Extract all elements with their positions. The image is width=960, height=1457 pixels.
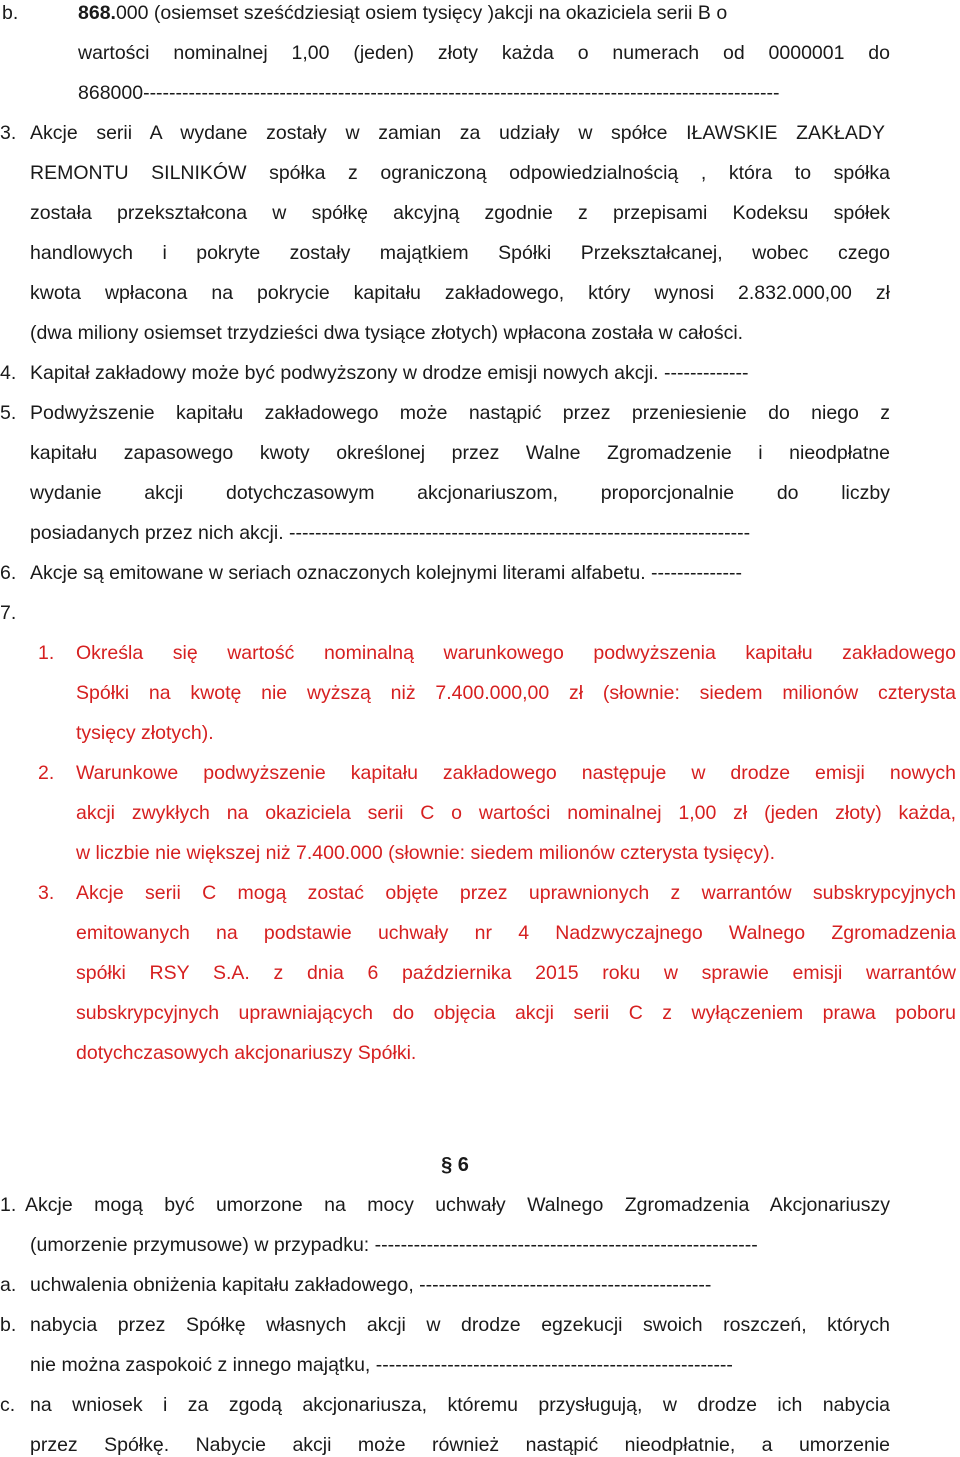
list-marker-4: 4. (0, 362, 17, 384)
item-7-3-line-1: Akcje serii C mogą zostać objęte przez uprawnionych z warrantów subskrypcyjnych (76, 882, 956, 904)
list-marker-3: 3. (0, 122, 17, 144)
item-7-1-line-3: tysięcy złotych). (76, 722, 214, 744)
item-4-text: Kapitał zakładowy może być podwyższony w drodze emisji nowych akcji. ------------- (30, 362, 749, 384)
item-7-1-line-2: Spółki na kwotę nie wyższą niż 7.400.000,00 zł (słownie: siedem milionów czterysta (76, 682, 956, 704)
section-6-b-line-1: nabycia przez Spółkę własnych akcji w drodze egzekucji swoich roszczeń, których (30, 1314, 890, 1336)
item-7-1-line-1: Określa się wartość nominalną warunkowego podwyższenia kapitału zakładowego (76, 642, 956, 664)
list-marker-7: 7. (0, 602, 17, 624)
item-3-line-3: została przekształcona w spółkę akcyjną zgodnie z przepisami Kodeksu spółek (30, 202, 890, 224)
item-7-2-line-3: w liczbie nie większej niż 7.400.000 (słownie: siedem milionów czterysta tysięcy). (76, 842, 776, 864)
sub-marker-7-3: 3. (38, 882, 55, 904)
paragraph-b-line-1-rest: 000 (osiemset sześćdziesiąt osiem tysięcy )akcji na okaziciela serii B o (115, 2, 728, 24)
list-marker-5: 5. (0, 402, 17, 424)
item-3-line-4: handlowych i pokryte zostały majątkiem Spółki Przekształcanej, wobec czego (30, 242, 890, 264)
item-7-3-line-5: dotychczasowych akcjonariuszy Spółki. (76, 1042, 417, 1064)
paragraph-b-line-2: wartości nominalnej 1,00 (jeden) złoty każda o numerach od 0000001 do (78, 42, 890, 64)
paragraph-b-line-1 (78, 1, 890, 25)
section-6-p1-line-1: Akcje mogą być umorzone na mocy uchwały Walnego Zgromadzenia Akcjonariuszy (25, 1194, 890, 1216)
paragraph-b-line-3: 868000-------------------------------------------------------------------------------------------------- (78, 82, 780, 104)
list-marker-s6-1: 1. (0, 1194, 17, 1216)
item-3-line-1: Akcje serii A wydane zostały w zamian za udziały w spółce IŁAWSKIE ZAKŁADY (30, 122, 885, 144)
item-5-line-1: Podwyższenie kapitału zakładowego może nastąpić przez przeniesienie do niego z (30, 402, 890, 424)
sub-marker-7-1: 1. (38, 642, 55, 664)
item-7-3-line-4: subskrypcyjnych uprawniających do objęcia akcji serii C z wyłączeniem prawa poboru (76, 1002, 956, 1024)
item-7-3-line-3: spółki RSY S.A. z dnia 6 października 2015 roku w sprawie emisji warrantów (76, 962, 956, 984)
item-5-line-2: kapitału zapasowego kwoty określonej przez Walne Zgromadzenie i nieodpłatne (30, 442, 890, 464)
section-6-a-text: uchwalenia obniżenia kapitału zakładowego, --------------------------------------------- (30, 1274, 712, 1296)
item-3-line-2: REMONTU SILNIKÓW spółka z ograniczoną odpowiedzialnością , która to spółka (30, 162, 890, 184)
section-6-c-line-2: przez Spółkę. Nabycie akcji może również nastąpić nieodpłatnie, a umorzenie (30, 1434, 890, 1456)
item-3-line-6: (dwa miliony osiemset trzydzieści dwa tysiące złotych) wpłacona została w całości. (30, 322, 744, 344)
list-marker-s6-b: b. (0, 1314, 17, 1336)
list-marker-b: b. (2, 2, 19, 24)
item-6-text: Akcje są emitowane w seriach oznaczonych kolejnymi literami alfabetu. -------------- (30, 562, 742, 584)
section-heading: § 6 (441, 1154, 469, 1176)
list-marker-s6-a: a. (0, 1274, 17, 1296)
item-5-line-4: posiadanych przez nich akcji. ----------------------------------------------------------------------- (30, 522, 751, 544)
sub-marker-7-2: 2. (38, 762, 55, 784)
list-marker-6: 6. (0, 562, 17, 584)
share-count-bold: 868. (78, 2, 116, 24)
section-6-c-line-1: na wniosek i za zgodą akcjonariusza, któremu przysługują, w drodze ich nabycia (30, 1394, 890, 1416)
item-7-2-line-1: Warunkowe podwyższenie kapitału zakładowego następuje w drodze emisji nowych (76, 762, 956, 784)
item-7-3-line-2: emitowanych na podstawie uchwały nr 4 Nadzwyczajnego Walnego Zgromadzenia (76, 922, 956, 944)
section-6-p1-line-2: (umorzenie przymusowe) w przypadku: ----------------------------------------------------------- (30, 1234, 758, 1256)
list-marker-s6-c: c. (0, 1394, 16, 1416)
item-3-line-5: kwota wpłacona na pokrycie kapitału zakładowego, który wynosi 2.832.000,00 zł (30, 282, 890, 304)
item-7-2-line-2: akcji zwykłych na okaziciela serii C o wartości nominalnej 1,00 zł (jeden złoty) każda, (76, 802, 956, 824)
item-5-line-3: wydanie akcji dotychczasowym akcjonariuszom, proporcjonalnie do liczby (30, 482, 890, 504)
section-6-b-line-2: nie można zaspokoić z innego majątku, ------------------------------------------------------- (30, 1354, 733, 1376)
